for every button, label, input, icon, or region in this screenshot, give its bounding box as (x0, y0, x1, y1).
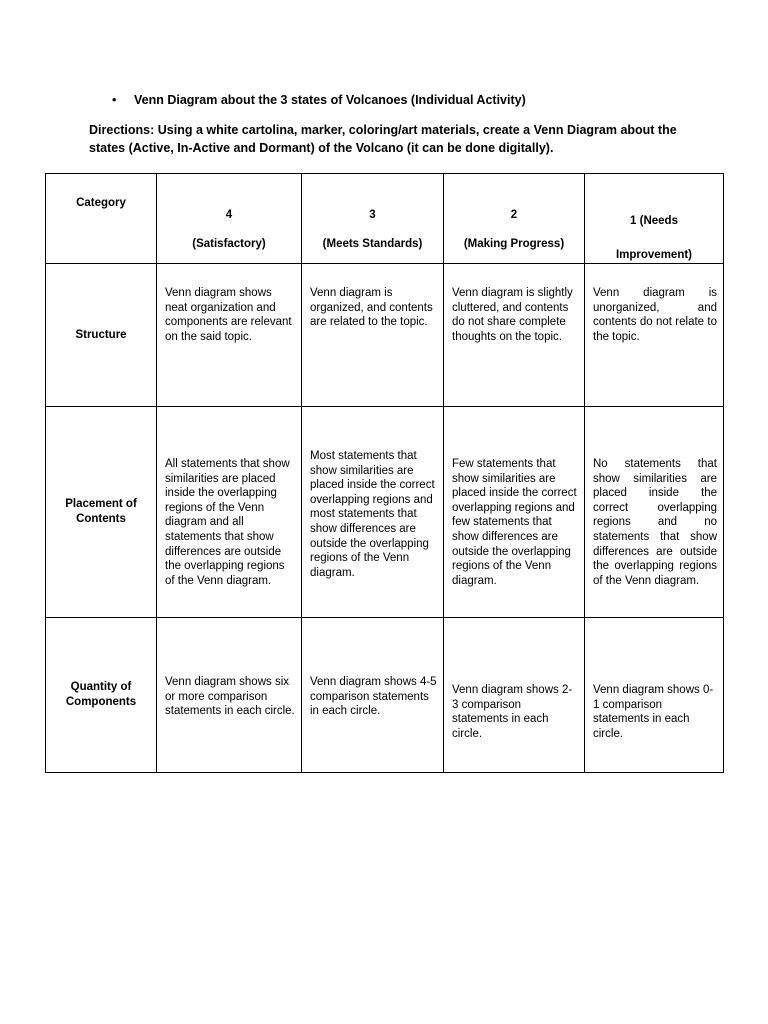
level-number: 2 (510, 209, 518, 221)
level-number: 4 (225, 209, 233, 221)
criterion-cell: Few statements that show similarities are placed inside the correct overlapping regions and few statements that show differences are outside the overlapping regions of the Venn diagram. (444, 407, 585, 618)
rubric-header-row (46, 174, 724, 264)
category-cell: Quantity of Components (46, 618, 157, 773)
level-header-4 (157, 174, 302, 264)
criterion-cell: Venn diagram shows 4-5 comparison statements in each circle. (302, 618, 444, 773)
category-cell: Structure (46, 264, 157, 407)
category-cell: Placement of Contents (46, 407, 157, 618)
level-number: 1 (Needs (630, 215, 678, 227)
criterion-cell: Venn diagram is unorganized, and contents do not relate to the topic. (585, 264, 724, 407)
criterion-cell: Venn diagram shows 0-1 comparison statements in each circle. (585, 618, 724, 773)
activity-title-text: Venn Diagram about the 3 states of Volcanoes (Individual Activity) (134, 93, 526, 107)
level-header-3 (302, 174, 444, 264)
criterion-cell: Venn diagram shows neat organization and components are relevant on the said topic. (157, 264, 302, 407)
criterion-cell: No statements that show similarities are placed inside the correct overlapping regions and no statements that show differences are outside the overlapping regions of the Venn diagram. (585, 407, 724, 618)
criterion-cell: Most statements that show similarities are placed inside the correct overlapping regions and most statements that show differences are outside the overlapping regions of the Venn diagram. (302, 407, 444, 618)
directions-text: Directions: Using a white cartolina, marker, coloring/art materials, create a Venn Diagram about the states (Active, In-Active and Dormant) of the Volcano (it can be done digitally). (89, 123, 677, 155)
activity-title (112, 93, 526, 107)
level-number: 3 (369, 209, 376, 221)
level-label: (Satisfactory) (192, 237, 266, 250)
level-label: (Making Progress) (463, 237, 565, 250)
criterion-cell: Venn diagram shows six or more comparison statements in each circle. (157, 618, 302, 773)
criterion-cell: Venn diagram is slightly cluttered, and contents do not share complete thoughts on the topic. (444, 264, 585, 407)
level-header-1 (585, 174, 724, 264)
rubric-row-structure (46, 264, 724, 407)
rubric-table (45, 173, 724, 773)
category-header: Category (46, 174, 157, 264)
criterion-cell: All statements that show similarities are placed inside the overlapping regions of the Venn diagram and all statements that show differences are outside the overlapping regions of the Venn diagram. (157, 407, 302, 618)
rubric-row-quantity (46, 618, 724, 773)
criterion-cell: Venn diagram is organized, and contents are related to the topic. (302, 264, 444, 407)
bullet-icon: • (112, 93, 117, 107)
criterion-cell: Venn diagram shows 2-3 comparison statements in each circle. (444, 618, 585, 773)
level-label: (Meets Standards) (322, 237, 423, 250)
level-header-2 (444, 174, 585, 264)
rubric-row-placement (46, 407, 724, 618)
level-label: Improvement) (615, 248, 693, 261)
